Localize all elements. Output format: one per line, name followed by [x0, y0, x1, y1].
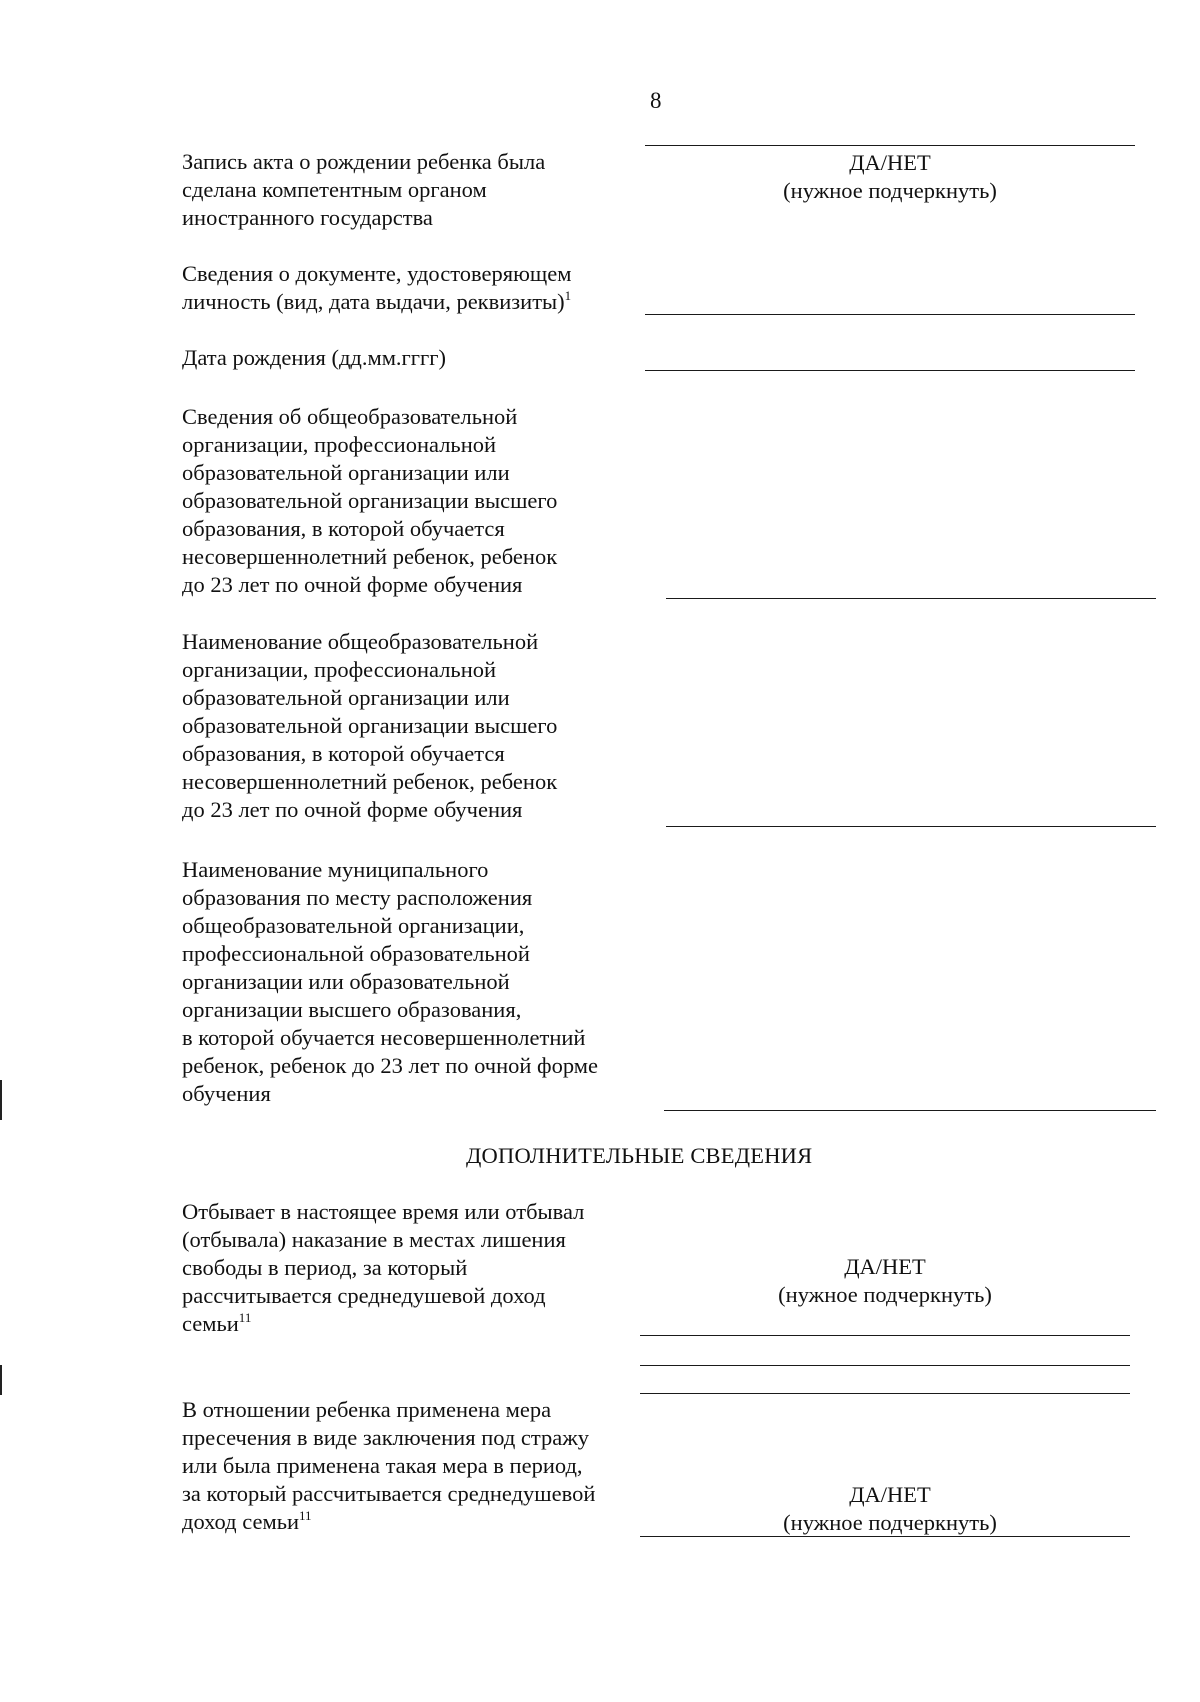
field-municipality-name: Наименование муниципального образования по месту расположения общеобразовательной организации, профессиональной образовательной организации или образовательной организации высшего образования, в которой обучается несовершеннолетний ребенок, ребенок до 23 лет по очной форме обучения — [182, 857, 599, 1106]
municipality-input-line[interactable] — [664, 1110, 1156, 1111]
extra-input-line[interactable] — [640, 1365, 1130, 1366]
school-info-input-line[interactable] — [666, 598, 1156, 599]
extra-input-line[interactable] — [640, 1393, 1130, 1394]
field-imprisonment: Отбывает в настоящее время или отбывал (отбывала) наказание в местах лишения свободы в период, за который рассчитывается среднедушевой доход семьи$^{11}$ — [182, 1199, 585, 1336]
yes-no-label: ДА/НЕТ — [849, 150, 931, 175]
underline-hint: (нужное подчеркнуть) — [778, 1282, 992, 1307]
scan-edge-mark — [0, 1080, 2, 1120]
field-detention-measure: В отношении ребенка применена мера пресечения в виде заключения под стражу или была применена такая мера в период, за который рассчитывается среднедушевой доход семьи$^{11}$ — [182, 1397, 596, 1534]
section-title: ДОПОЛНИТЕЛЬНЫЕ СВЕДЕНИЯ — [466, 1143, 813, 1168]
birth-date-input-line[interactable] — [645, 370, 1135, 371]
field-birth-date: Дата рождения (дд.мм.гггг) — [182, 345, 446, 370]
yes-no-choice[interactable] — [735, 1253, 1035, 1309]
yes-no-choice[interactable] — [740, 1481, 1040, 1537]
yes-no-label: ДА/НЕТ — [844, 1254, 926, 1279]
footnote-ref: 1 — [564, 288, 572, 303]
field-identity-document: Сведения о документе, удостоверяющем личность (вид, дата выдачи, реквизиты)$^1$ — [182, 261, 572, 314]
underline-hint: (нужное подчеркнуть) — [783, 1510, 997, 1535]
field-birth-record-foreign: Запись акта о рождении ребенка была сделана компетентным органом иностранного государства — [182, 149, 546, 230]
scan-edge-mark — [0, 1365, 2, 1395]
field-school-info: Сведения об общеобразовательной организации, профессиональной образовательной организации или образовательной организации высшего образования, в которой обучается несовершеннолетний ребенок, ребенок до 23 лет по очной форме обучения — [182, 404, 558, 597]
identity-document-input-line[interactable] — [645, 314, 1135, 315]
imprisonment-input-line[interactable] — [640, 1335, 1130, 1336]
page-number: 8 — [650, 88, 662, 113]
footnote-ref: 11 — [238, 1310, 252, 1325]
detention-input-line[interactable] — [640, 1536, 1130, 1537]
school-name-input-line[interactable] — [666, 826, 1156, 827]
field-school-name: Наименование общеобразовательной организации, профессиональной образовательной организации или образовательной организации высшего образования, в которой обучается несовершеннолетний ребенок, ребенок до 23 лет по очной форме обучения — [182, 629, 558, 822]
yes-no-choice[interactable] — [740, 149, 1040, 205]
footnote-ref: 11 — [299, 1508, 312, 1523]
yes-no-label: ДА/НЕТ — [849, 1482, 931, 1507]
underline-hint: (нужное подчеркнуть) — [783, 178, 997, 203]
top-rule — [645, 145, 1135, 146]
